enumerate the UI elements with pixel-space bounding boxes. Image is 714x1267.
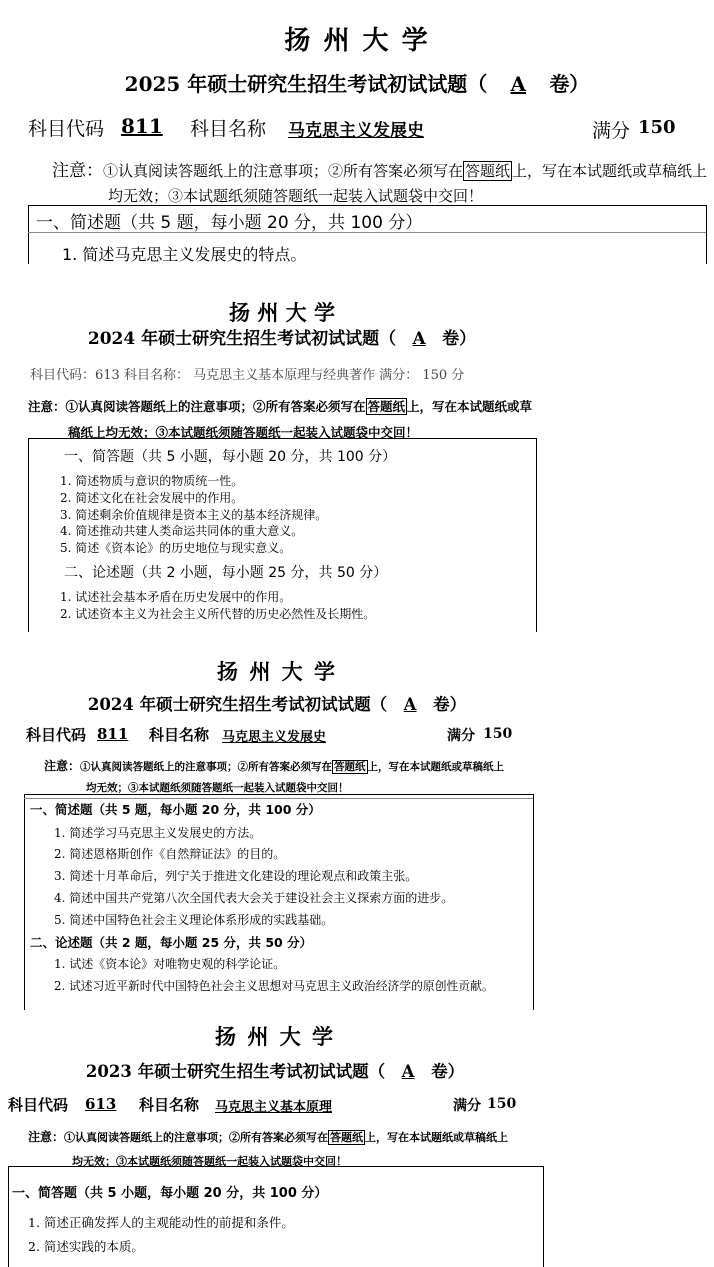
notice-line-1 bbox=[28, 397, 532, 415]
question-item: 4. 简述推动共建人类命运共同体的重大意义。 bbox=[60, 524, 304, 538]
question-item: 1. 简述学习马克思主义发展史的方法。 bbox=[54, 826, 262, 840]
notice-text: ①认真阅读答题纸上的注意事项；②所有答案必须写在 bbox=[65, 399, 366, 414]
notice-text: ①认真阅读答题纸上的注意事项；②所有答案必须写在 bbox=[80, 761, 333, 773]
title-prefix: 2024 年硕士研究生招生考试初试试题（ bbox=[87, 695, 388, 714]
notice-text-cont: 上，写在本试题纸或草稿纸上 bbox=[365, 1131, 509, 1144]
question-item: 3. 简述十月革命后，列宁关于推进文化建设的理论观点和政策主张。 bbox=[54, 869, 418, 883]
notice-line-2: 稿纸上均无效；③本试题纸须随答题纸一起装入试题袋中交回！ bbox=[68, 425, 419, 440]
question-item: 1. 试述社会基本矛盾在历史发展中的作用。 bbox=[60, 590, 292, 604]
notice-text: ①认真阅读答题纸上的注意事项；②所有答案必须写在 bbox=[64, 1131, 329, 1144]
title-suffix: 卷） bbox=[442, 329, 477, 349]
section-heading: 一、简述题（共 5 题，每小题 20 分，共 100 分） bbox=[36, 213, 423, 233]
subject-code-label: 科目代码 bbox=[8, 1096, 69, 1114]
paper-type: A bbox=[403, 695, 417, 714]
answer-sheet-term: 答题纸 bbox=[330, 1131, 364, 1144]
paper-type: A bbox=[510, 72, 527, 96]
exam-title bbox=[0, 691, 554, 715]
title-prefix: 2025 年硕士研究生招生考试初试试题（ bbox=[124, 72, 488, 96]
score-label: 满分 bbox=[453, 1098, 481, 1114]
question-item: 4. 简述中国共产党第八次全国代表大会关于建设社会主义探索方面的进步。 bbox=[54, 891, 454, 905]
section-heading: 二、论述题（共 2 小题，每小题 25 分，共 50 分） bbox=[64, 565, 388, 581]
answer-sheet-term: 答题纸 bbox=[334, 761, 366, 773]
subject-code-label: 科目代码 bbox=[26, 726, 87, 744]
notice-line-2: 均无效；③本试题纸须随答题纸一起装入试题袋中交回！ bbox=[86, 782, 349, 794]
exam-title bbox=[0, 1058, 550, 1082]
question-item: 1. 试述《资本论》对唯物史观的科学论证。 bbox=[54, 957, 286, 971]
paper-type: A bbox=[412, 329, 426, 349]
notice-text-cont: 上，写在本试题纸或草 bbox=[407, 399, 533, 414]
question-item: 2. 试述资本主义为社会主义所代替的历史必然性及长期性。 bbox=[60, 607, 376, 621]
subject-name: 马克思主义发展史 bbox=[222, 730, 327, 745]
notice-text-cont: 上，写在本试题纸或草稿纸上 bbox=[512, 162, 708, 180]
section-heading: 一、简答题（共 5 小题，每小题 20 分，共 100 分） bbox=[64, 449, 397, 465]
subject-code-label: 科目代码 bbox=[28, 118, 105, 140]
question-item: 1. 简述物质与意识的物质统一性。 bbox=[60, 474, 244, 488]
subject-name-label: 科目名称 bbox=[139, 1096, 200, 1114]
section-heading: 一、简答题（共 5 小题，每小题 20 分，共 100 分） bbox=[12, 1186, 328, 1201]
notice-line-1 bbox=[52, 156, 707, 181]
exam-title bbox=[0, 324, 564, 349]
university-title: 扬 州 大 学 bbox=[215, 1025, 335, 1049]
notice-line-1 bbox=[28, 1128, 508, 1145]
title-prefix: 2024 年硕士研究生招生考试初试试题（ bbox=[87, 329, 397, 349]
score-value: 150 bbox=[487, 1096, 517, 1112]
title-suffix: 卷） bbox=[431, 1062, 465, 1081]
subject-name-label: 科目名称 bbox=[149, 726, 210, 744]
subject-code: 811 bbox=[97, 725, 129, 743]
title-suffix: 卷） bbox=[549, 72, 590, 96]
notice-line-1 bbox=[44, 757, 504, 774]
subject-code: 811 bbox=[121, 114, 163, 138]
university-title: 扬 州 大 学 bbox=[284, 26, 430, 56]
question-item: 2. 试述习近平新时代中国特色社会主义思想对马克思主义政治经济学的原创性贡献。 bbox=[54, 979, 494, 993]
frame-divider bbox=[24, 798, 533, 799]
subject-info-line: 科目代码：613 科目名称： 马克思主义基本原理与经典著作 满分： 150 分 bbox=[30, 368, 465, 383]
subject-name: 马克思主义基本原理 bbox=[215, 1100, 333, 1115]
score-value: 150 bbox=[483, 726, 513, 742]
notice-label: 注意： bbox=[28, 399, 66, 414]
title-prefix: 2023 年硕士研究生招生考试初试试题（ bbox=[85, 1062, 386, 1081]
answer-sheet-term: 答题纸 bbox=[465, 162, 511, 180]
score-label: 满分 bbox=[592, 120, 631, 142]
paper-type: A bbox=[401, 1062, 415, 1081]
question-item: 1. 简述马克思主义发展史的特点。 bbox=[62, 245, 307, 264]
notice-text: ①认真阅读答题纸上的注意事项；②所有答案必须写在 bbox=[103, 162, 464, 180]
university-title: 扬 州 大 学 bbox=[229, 301, 335, 325]
question-item: 2. 简述实践的本质。 bbox=[28, 1239, 144, 1254]
section-heading: 二、论述题（共 2 题，每小题 25 分，共 50 分） bbox=[30, 935, 313, 950]
university-title: 扬 州 大 学 bbox=[217, 660, 337, 684]
question-item: 5. 简述《资本论》的历史地位与现实意义。 bbox=[60, 541, 292, 555]
question-item: 2. 简述文化在社会发展中的作用。 bbox=[60, 491, 244, 505]
score-value: 150 bbox=[638, 117, 676, 138]
notice-label: 注意： bbox=[44, 759, 81, 773]
question-item: 3. 简述剩余价值规律是资本主义的基本经济规律。 bbox=[60, 508, 328, 522]
notice-label: 注意： bbox=[28, 1130, 65, 1144]
title-suffix: 卷） bbox=[433, 695, 467, 714]
notice-label: 注意： bbox=[52, 161, 103, 181]
score-label: 满分 bbox=[447, 728, 475, 744]
answer-sheet-term: 答题纸 bbox=[367, 399, 406, 414]
subject-name: 马克思主义发展史 bbox=[288, 121, 424, 141]
notice-line-2: 均无效；③本试题纸须随答题纸一起装入试题袋中交回！ bbox=[108, 187, 484, 205]
subject-name-label: 科目名称 bbox=[190, 118, 267, 140]
section-heading: 一、简述题（共 5 题，每小题 20 分，共 100 分） bbox=[30, 802, 321, 817]
notice-line-2: 均无效；③本试题纸须随答题纸一起装入试题袋中交回！ bbox=[72, 1155, 347, 1168]
subject-code: 613 bbox=[85, 1095, 117, 1113]
notice-text-cont: 上，写在本试题纸或草稿纸上 bbox=[367, 761, 505, 773]
question-item: 2. 简述恩格斯创作《自然辩证法》的目的。 bbox=[54, 847, 286, 861]
question-item: 5. 简述中国特色社会主义理论体系形成的实践基础。 bbox=[54, 913, 334, 927]
exam-title bbox=[0, 68, 714, 97]
question-item: 1. 简述正确发挥人的主观能动性的前提和条件。 bbox=[28, 1215, 294, 1230]
